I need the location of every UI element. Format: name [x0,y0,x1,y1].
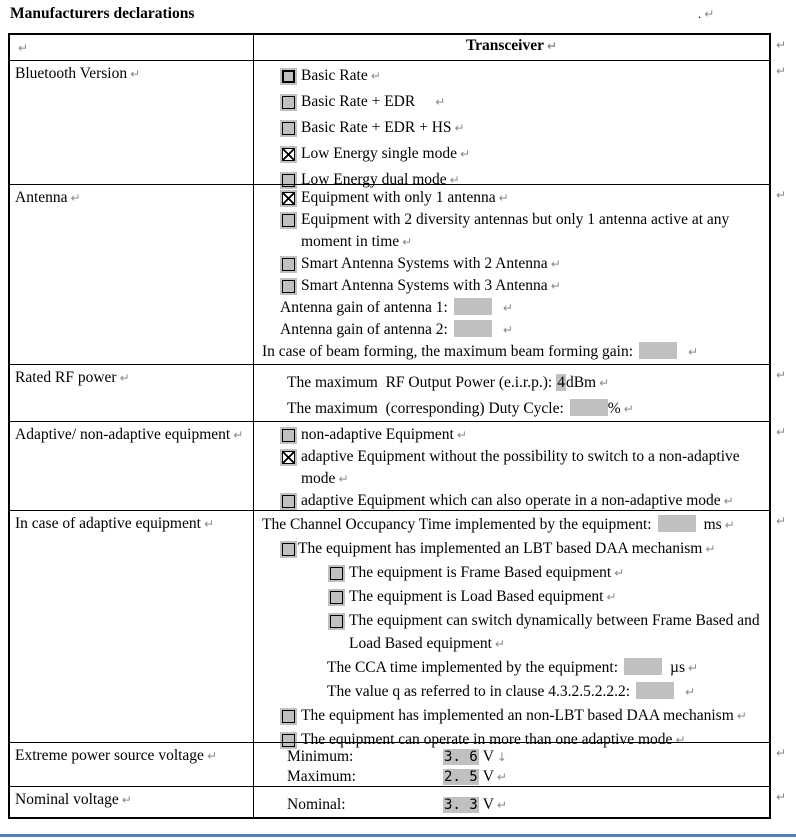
row-content-cell [254,185,769,364]
checkbox-box [282,429,295,442]
row-label-cell [10,743,254,787]
field-label: The value q as referred to in clause 4.3.2.5.2.2.2: [327,683,631,700]
checkbox-label: Equipment with 2 diversity antennas but only 1 antenna active at any moment in time [301,211,734,250]
row-label-cell [10,185,254,364]
checkbox-box [282,122,295,135]
value-q-line [254,680,769,704]
checkbox-box [282,214,295,227]
field-label: In case of beam forming, the maximum beam forming gain: [262,343,634,360]
paragraph-mark: ↵ [724,518,735,532]
paragraph-mark: ↵ [599,376,610,390]
checkbox-box [330,567,343,580]
checkbox-label: Low Energy dual mode [301,171,447,188]
checkbox-label: Smart Antenna Systems with 2 Antenna [301,255,548,272]
checkbox-item-lbt-daa [254,537,769,561]
unit-label: % [607,400,621,417]
paragraph-mark: ↵ [606,590,617,604]
table-row-nominal-voltage [10,786,786,817]
checkbox-label: The equipment can switch dynamically between Frame Based and Load Based equipment [349,612,764,652]
checkbox[interactable] [280,120,297,137]
checkbox[interactable] [280,449,297,466]
checkbox-label: The equipment is Frame Based equipment [349,564,612,581]
paragraph-mark: ↵ [206,749,217,763]
checkbox[interactable] [328,613,345,630]
row-content-cell [254,422,769,512]
checkbox[interactable] [328,589,345,606]
row-end-mark: ↵ [775,746,786,760]
checkbox[interactable] [280,94,297,111]
paragraph-mark: ↵ [675,733,686,747]
paragraph-mark: ↵ [723,494,734,508]
checkbox[interactable] [280,493,297,510]
field-label: Maximum: [287,768,356,785]
paragraph-mark: ↵ [550,257,561,271]
row-content-cell [254,743,769,787]
title-end-marks [698,6,714,22]
antenna-gain-2-field[interactable] [454,320,492,337]
line-break-mark: ↓ [496,750,507,764]
antenna-gain-2-line [254,319,769,341]
checkbox-item-smart-antenna-3 [254,275,769,297]
row-end-mark: ↵ [775,188,786,202]
row-label: Rated RF power [15,369,117,386]
paragraph-mark: ↵ [550,279,561,293]
row-label: Nominal voltage [15,791,119,808]
paragraph-mark: ↵ [119,371,130,385]
paragraph-mark: ↵ [454,121,465,135]
unit-label: dBm [565,374,597,391]
period-text: . [698,6,702,21]
maximum-voltage-value[interactable]: 2. 5 [444,769,478,785]
paragraph-mark: ↵ [449,173,460,187]
paragraph-mark: ↵ [546,39,558,53]
cca-time-field[interactable] [624,658,662,675]
checkbox-box [282,70,295,83]
row-label-cell [10,511,254,752]
channel-occupancy-line [254,513,769,537]
field-label: The CCA time implemented by the equipment: [327,659,619,676]
checkbox-label: adaptive Equipment without the possibility to switch to a non-adaptive mode [301,448,744,487]
field-label: Minimum: [287,748,354,765]
checkbox-label: Basic Rate [301,67,368,84]
beam-forming-gain-field[interactable] [639,342,677,359]
unit-label: V [482,748,494,765]
paragraph-mark: ↵ [705,542,716,556]
checkbox-item-diversity-antennas [254,209,769,253]
row-end-mark: ↵ [775,38,786,52]
checkbox-item-non-lbt-daa [254,704,769,728]
checkbox-item-frame-based [254,561,769,585]
checkbox-item-low-energy-single [254,141,769,167]
row-label: In case of adaptive equipment [15,515,201,532]
paragraph-mark: ↵ [494,637,505,651]
paragraph-mark: ↵ [623,402,634,416]
unit-label: ms [703,516,722,533]
checkbox-box [282,280,295,293]
paragraph-mark: ↵ [130,67,141,81]
checkbox[interactable] [280,212,297,229]
table-row-rated-rf-power [10,364,786,421]
checkbox-box [282,495,295,508]
checkbox-box [282,96,295,109]
paragraph-mark: ↵ [687,661,699,675]
checkbox-item-adaptive-also-non-adaptive [254,490,769,512]
maximum-voltage-line [254,767,769,787]
unit-label: V [482,768,494,785]
beam-forming-gain-line [254,341,769,363]
paragraph-mark: ↵ [121,793,132,807]
checkbox-box [282,148,295,161]
table-row-antenna [10,184,786,364]
field-label: The maximum (corresponding) Duty Cycle: [287,400,564,417]
unit-label: µs [670,659,685,676]
checkbox-item-smart-antenna-2 [254,253,769,275]
header-left-cell [10,35,254,60]
paragraph-mark: ↵ [456,428,467,442]
checkbox-item-one-antenna [254,187,769,209]
duty-cycle-line [254,396,769,422]
unit-label: V [482,796,494,813]
checkbox-label: The equipment has implemented an non-LBT based DAA mechanism [301,707,734,724]
row-end-mark: ↵ [775,368,786,382]
checkbox-item-adaptive-no-switch [254,446,769,490]
checkbox-box [282,543,295,556]
checkbox[interactable] [280,278,297,295]
checkbox[interactable] [280,708,297,725]
header-right-cell [254,35,769,60]
channel-occupancy-field[interactable] [658,515,696,532]
checkbox-label: Low Energy single mode [301,145,457,162]
minimum-voltage-value[interactable]: 3. 6 [444,749,478,765]
checkbox-item-non-adaptive [254,424,769,446]
checkbox-label: Basic Rate + EDR + HS [301,119,452,136]
checkbox-item-switch-dynamically [254,609,769,656]
antenna-gain-1-field[interactable] [454,298,492,315]
checkbox[interactable] [280,68,297,85]
checkbox-label: adaptive Equipment which can also operate in a non-adaptive mode [301,492,721,509]
duty-cycle-field[interactable] [570,399,608,416]
paragraph-mark: ↵ [502,301,513,315]
paragraph-mark: ↵ [736,709,747,723]
checkbox-label: The equipment is Load Based equipment [349,588,604,605]
row-label-cell [10,61,254,193]
paragraph-mark: ↵ [496,770,507,784]
checkbox[interactable] [280,541,297,558]
cca-time-line [254,656,769,680]
row-content-cell [254,511,769,752]
checkbox-item-basic-rate-edr-hs [254,115,769,141]
row-end-mark: ↵ [775,790,786,804]
table-header-row [10,35,786,60]
checkbox-label: Smart Antenna Systems with 3 Antenna [301,277,548,294]
table-row-adaptive-equipment [10,421,786,510]
paragraph-mark: ↵ [18,41,29,55]
checkbox-box [282,710,295,723]
checkbox-label: Equipment with only 1 antenna [301,189,496,206]
window-bottom-accent-bar [0,834,796,837]
value-q-field[interactable] [636,682,674,699]
field-label: Nominal: [287,796,346,813]
paragraph-mark: ↵ [370,69,381,83]
paragraph-mark: ↵ [685,685,696,699]
antenna-gain-1-line [254,297,769,319]
paragraph-mark: ↵ [688,345,699,359]
checkbox-item-load-based [254,585,769,609]
field-label: The maximum RF Output Power (e.i.r.p.): [287,374,553,391]
paragraph-mark: ↵ [70,191,81,205]
paragraph-mark: ↵ [233,428,244,442]
row-label: Extreme power source voltage [15,747,204,764]
column-title: Transceiver [465,37,544,54]
table-row-extreme-voltage [10,742,786,786]
row-label: Adaptive/ non-adaptive equipment [15,426,231,443]
row-label-cell [10,365,254,422]
checkbox[interactable] [328,565,345,582]
row-label-cell [10,787,254,818]
nominal-voltage-value[interactable]: 3. 3 [444,797,478,813]
paragraph-mark: ↵ [338,472,349,486]
paragraph-mark: ↵ [614,566,625,580]
row-label-cell [10,422,254,512]
paragraph-mark: ↵ [496,798,507,812]
row-end-mark: ↵ [775,425,786,439]
paragraph-mark: ↵ [498,191,509,205]
checkbox-item-basic-rate [254,63,769,89]
field-label: Antenna gain of antenna 1: [280,299,448,316]
checkbox[interactable] [280,256,297,273]
row-end-mark: ↵ [775,64,786,78]
checkbox-item-basic-rate-edr [254,89,769,115]
declarations-table [8,33,786,819]
table-row-in-case-adaptive [10,510,786,748]
row-content-cell [254,61,769,193]
field-label: The Channel Occupancy Time implemented by the equipment: [262,516,652,533]
table-row-bluetooth-version [10,60,786,188]
paragraph-mark: ↵ [203,517,214,531]
paragraph-mark: ↵ [502,323,513,337]
rf-output-power-line [254,370,769,396]
checkbox-box [282,258,295,271]
checkbox-box [330,615,343,628]
checkbox-box [282,451,295,464]
checkbox-label: The equipment can operate in more than one adaptive mode [301,731,673,748]
minimum-voltage-line [254,747,769,767]
checkbox-label: The equipment has implemented an LBT based DAA mechanism [298,540,703,557]
checkbox-label: Basic Rate + EDR [301,93,416,110]
checkbox[interactable] [280,190,297,207]
row-label: Antenna [15,189,68,206]
checkbox[interactable] [280,146,297,163]
paragraph-mark: ↵ [459,147,471,161]
nominal-voltage-line [254,792,769,818]
row-content-cell [254,365,769,422]
checkbox-box [330,591,343,604]
checkbox[interactable] [280,427,297,444]
field-label: Antenna gain of antenna 2: [280,321,448,338]
row-label: Bluetooth Version [15,65,128,82]
paragraph-mark: ↵ [704,7,715,21]
paragraph-mark: ↵ [402,235,413,249]
checkbox-box [282,192,295,205]
rf-output-power-value[interactable]: 4 [557,374,565,391]
checkbox-label: non-adaptive Equipment [301,426,454,443]
page-title: Manufacturers declarations [10,5,195,22]
row-end-mark: ↵ [775,514,786,528]
row-content-cell [254,787,769,818]
paragraph-mark: ↵ [435,95,446,109]
